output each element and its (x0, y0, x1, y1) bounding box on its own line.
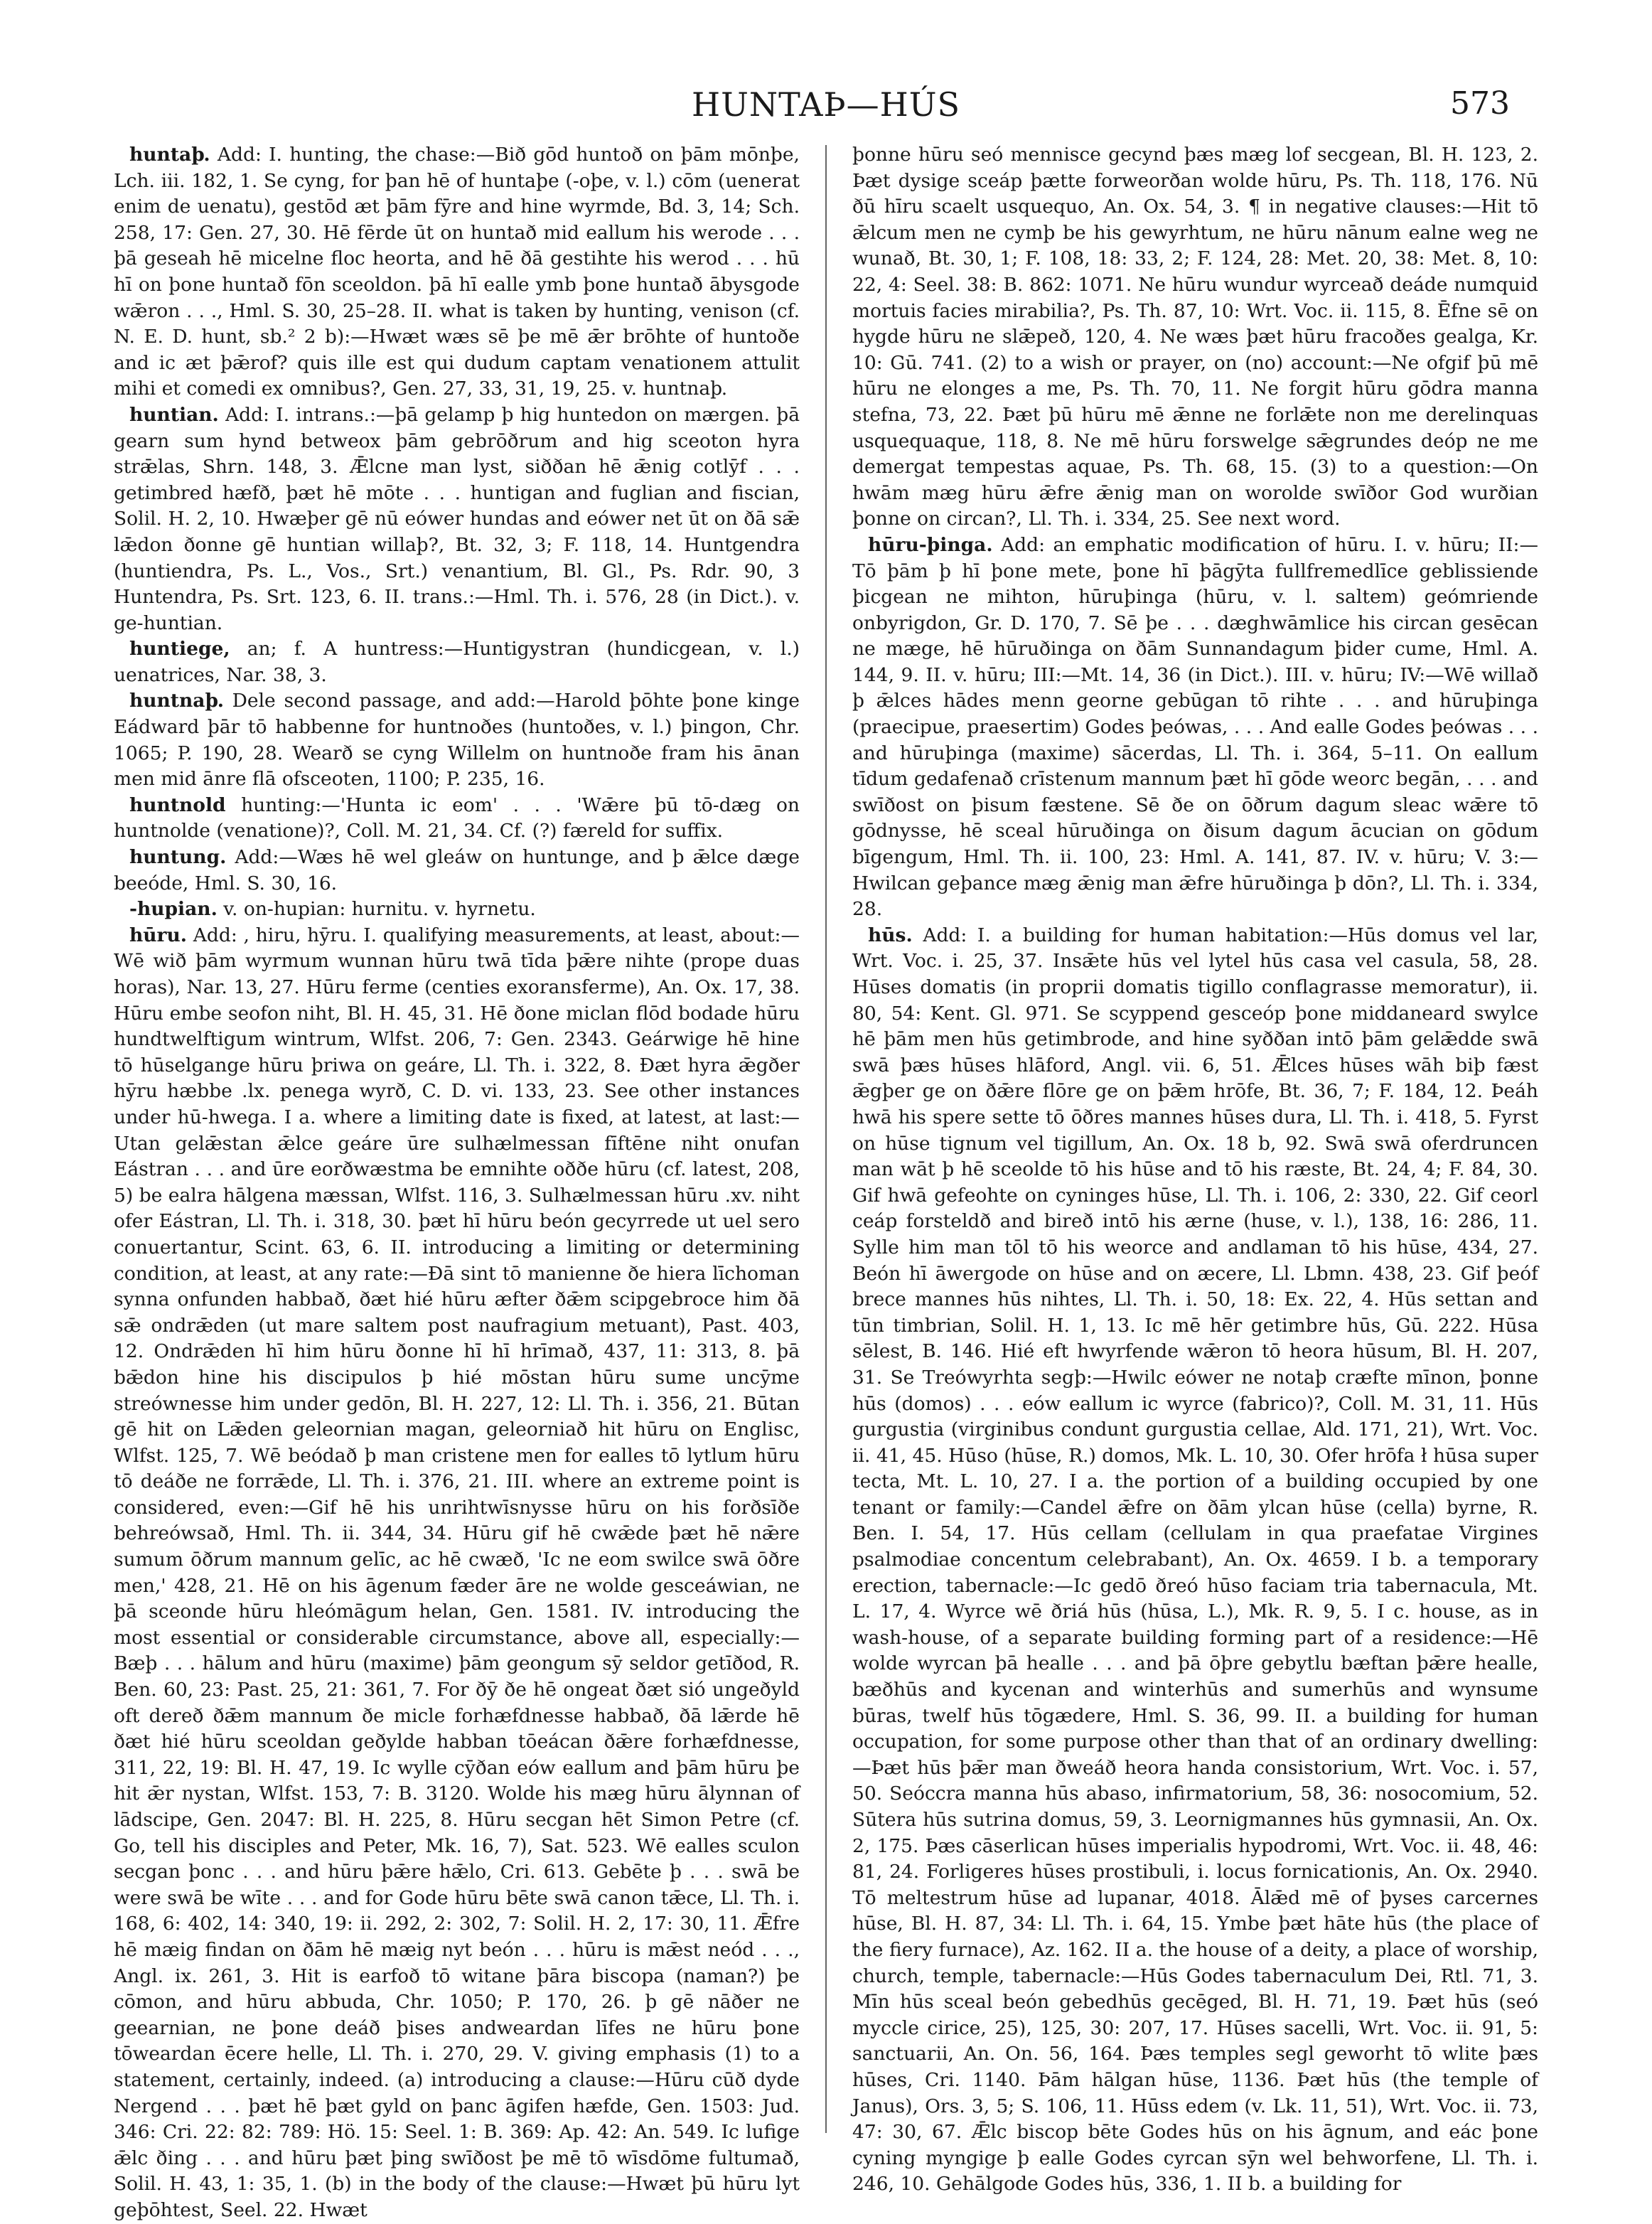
entry-text: þonne hūru seó mennisce gecynd þæs mæg lof secgean, Bl. H. 123, 2. Þæt dysige sceáp þætte forweorðan wolde hūru, Ps. Th. 118, 176. Nū ðū hīru scaelt usquequo, An. Ox. 54, 3. ¶ in negative clauses:—Hit tō ǣlcum men ne cymþ be his gewyrhtum, ne hūru nānum ealne weg ne wunað, Bt. 30, 1; F. 108, 18: 33, 2; F. 124, 28: Met. 20, 38: Met. 8, 10: 22, 4: Seel. 38: B. 862: 1071. Ne hūru wundur wyrceað deáde numquid mortuis facies mirabilia?, Ps. Th. 87, 10: Wrt. Voc. ii. 115, 8. Ēfne sē on hygde hūru ne slǣpeð, 120, 4. Ne wæs þæt hūru fracoðes gealga, Kr. 10: Gū. 741. (2) to a wish or prayer, on (no) account:—Ne ofgif þū mē hūru ne elonges a me, Ps. Th. 70, 11. Ne forgit hūru gōdra manna stefna, 73, 22. Þæt þū hūru mē ǣnne ne forlǣte non me derelinquas usquequaque, 118, 8. Ne mē hūru forswelge sǣgrundes deóp ne me demergat tempestas aquae, Ps. Th. 68, 15. (3) to a question:—On hwām mæg hūru ǣfre ǣnig man on worolde swīðor God wurðian þonne on circan?, Ll. Th. i. 334, 25. See next word. (852, 144, 1538, 530)
left-column (114, 142, 800, 2221)
entry-headword: huntung. (129, 846, 227, 869)
entry-text: hunting:—'Hunta ic eom' . . . 'Wǣre þū tō-dæg on huntnolde (venatione)?, Coll. M. 21, 34. Cf. (?) færeld for suffix. (114, 793, 800, 843)
page-header (114, 80, 1538, 129)
dictionary-entry (114, 688, 800, 792)
entry-text: Add:—Wæs hē wel gleáw on huntunge, and þ ǣlce dæge beeóde, Hml. S. 30, 16. (114, 846, 800, 894)
dictionary-entry (114, 923, 800, 2224)
dictionary-entry (852, 533, 1538, 923)
entry-headword: huntaþ. (129, 144, 210, 166)
entry-headword: huntnold (129, 793, 226, 816)
dictionary-entry (114, 897, 800, 923)
dictionary-entry (852, 142, 1538, 533)
entry-headword: huntiege, (129, 638, 230, 661)
entry-headword: huntnaþ. (129, 690, 224, 712)
entry-headword: huntian. (129, 403, 219, 426)
dictionary-entry (114, 636, 800, 688)
running-head: HUNTAÞ—HÚS (692, 85, 960, 124)
entry-headword: -hupian. (129, 898, 218, 921)
entry-text: Dele second passage, and add:—Harold þōhte þone kinge Eádward þār tō habbenne for huntnoðes (huntoðes, v. l.) þingon, Chr. 1065; P. 190, 28. Wearð se cyng Willelm on huntnoðe fram his ānan men mid ānre flā ofsceoten, 1100; P. 235, 16. (114, 690, 800, 791)
column-divider (825, 145, 827, 2133)
entry-headword: hūru. (129, 924, 187, 946)
entry-text: Add: , hiru, hȳru. I. qualifying measurements, at least, about:—Wē wið þām wyrmum wunnan hūru twā tīda þǣre nihte (prope duas horas), Nar. 13, 27. Hūru ferme (centies exoransferme), An. Ox. 17, 38. Hūru embe seofon niht, Bl. H. 45, 31. Hē ðone miclan flōd bodade hūru hundtwelftigum wintrum, Wlfst. 206, 7: Gen. 2343. Geárwige hē hine tō hūselgange hūru þriwa on geáre, Ll. Th. i. 322, 8. Ðæt hyra ǣgðer hȳru hæbbe .lx. penega wyrð, C. D. vi. 133, 23. See other instances under hū-hwega. I a. where a limiting date is fixed, at latest, at last:—Utan gelǣstan ǣlce geáre ūre sulhælmessan fīftēne niht onufan Eástran . . . and ūre eorðwæstma be emnihte oððe hūru (cf. latest, 208, 5) be ealra hālgena mæssan, Wlfst. 116, 3. Sulhælmessan hūru .xv. niht ofer Eástran, Ll. Th. i. 318, 30. þæt hī hūru beón gecyrrede ut uel sero conuertantur, Scint. 63, 6. II. introducing a limiting or determining condition, at least, at any rate:—Ðā sint tō manienne ðe hiera līchoman synna onfunden habbað, ðæt hié hūru æfter ðǣm scipgebroce him ðā sǣ ondrǣden (ut mare saltem post naufragium metuant), Past. 403, 12. Ondrǣden hī him hūru ðonne hī hī hrīmað, 437, 11: 313, 8. þā bǣdon hine his discipulos þ hié mōstan hūru sume uncȳme streównesse him under gedōn, Bl. H. 227, 12: Ll. Th. i. 356, 21. Būtan gē hit on Lǣden geleornian magan, geleorniað hit hūru on Englisc, Wlfst. 125, 7. Wē beódað þ man cristene men for ealles tō lytlum hūru tō deáðe ne forrǣde, Ll. Th. i. 376, 21. III. where an extreme point is considered, even:—Gif hē his unrihtwīsnysse hūru on his forðsīðe behreówsað, Hml. Th. ii. 344, 34. Hūru gif hē cwǣde þæt hē nǣre sumum ōðrum mannum gelīc, ac hē cwæð, 'Ic ne eom swilce swā ōðre men,' 428, 21. Hē on his āgenum fæder āre ne wolde gesceáwian, ne þā sceonde hūru hleómāgum helan, Gen. 1581. IV. introducing the most essential or considerable circumstance, above all, especially:—Bæþ . . . hālum and hūru (maxime) þām geongum sȳ seldor getīðod, R. Ben. 60, 23: Past. 25, 21: 361, 7. For ðȳ ðe hē ongeat ðæt sió ungeðyld oft dereð ðǣm mannum ðe micle forhæfdnesse habbað, ðā lǣrde hē ðæt hié hūru sceoldan geðylde habban tōeácan ðǣre forhæfdnesse, 311, 22, 19: Bl. H. 47, 19. Ic wylle cȳðan eów eallum and þām hūru þe hit ǣr nystan, Wlfst. 153, 7: B. 3120. Wolde his mæg hūru ālynnan of lādscipe, Gen. 2047: Bl. H. 225, 8. Hūru secgan hēt Simon Petre (cf. Go, tell his disciples and Peter, Mk. 16, 7), Sat. 523. Wē ealles sculon secgan þonc . . . and hūru þǣre hǣlo, Cri. 613. Gebēte þ . . . swā be were swā be wīte . . . and for Gode hūru bēte swā canon tǣce, Ll. Th. i. 168, 6: 402, 14: 340, 19: ii. 292, 2: 302, 7: Solil. H. 2, 17: 30, 11. Ǣfre hē mæig findan on ðām hē mæig nyt beón . . . hūru is mǣst neód . . ., Angl. ix. 261, 3. Hit is earfoð tō witane þāra biscopa (naman?) þe cōmon, and hūru abbuda, Chr. 1050; P. 170, 26. þ gē nāðer ne geearnian, ne þone deáð þises andweardan līfes ne hūru þone tōweardan ēcere helle, Ll. Th. i. 270, 29. V. giving emphasis (1) to a statement, certainly, indeed. (a) introducing a clause:—Hūru cūð dyde Nergend . . . þæt hē þæt gyld on þanc āgifen hæfde, Gen. 1503: Jud. 346: Cri. 22: 82: 789: Hö. 15: Seel. 1: B. 369: Ap. 42: An. 549. Ic lufige ǣlc ðing . . . and hūru þæt þing swīðost þe mē tō wīsdōme fultumað, Solil. H. 43, 1: 35, 1. (b) in the body of the clause:—Hwæt þū hūru lyt geþōhtest, Seel. 22. Hwæt (114, 924, 800, 2221)
entry-headword: hūru-þinga. (868, 533, 993, 556)
entry-text: v. on-hupian: hurnitu. v. hyrnetu. (223, 898, 536, 921)
right-column (852, 142, 1538, 2196)
dictionary-entry (114, 845, 800, 897)
entry-text: Add: I. intrans.:—þā gelamp þ hig huntedon on mærgen. þā gearn sum hynd betweox þām gebrōðrum and hig sceoton hyra strǣlas, Shrn. 148, 3. Ǣlcne man lyst, siððan hē ǣnig cotlȳf . . . getimbred hæfð, þæt hē mōte . . . huntigan and fuglian and fiscian, Solil. H. 2, 10. Hwæþer gē nū eówer hundas and eówer net ūt on ðā sǣ lǣdon ðonne gē huntian willaþ?, Bt. 32, 3; F. 118, 14. Huntgendra (huntiendra, Ps. L., Vos., Srt.) venantium, Bl. Gl., Ps. Rdr. 90, 3 Huntendra, Ps. Srt. 123, 6. II. trans.:—Hml. Th. i. 576, 28 (in Dict.). v. ge-huntian. (114, 403, 800, 634)
dictionary-entry (852, 923, 1538, 2198)
entry-text: Add: I. a building for human habitation:—Hūs domus vel lar, Wrt. Voc. i. 25, 37. Insǣte hūs vel lytel hūs casa vel casula, 58, 28. Hūses domatis (in proprii domatis tigillo conflagrasse memoratur), ii. 80, 54: Kent. Gl. 971. Se scyppend gesceóp þone middaneard swylce hē þām men hūs getimbrode, and hine syððan intō þām gelǣdde swā swā þæs hūses hlāford, Angl. vii. 6, 51. Ǣlces hūses wāh biþ fæst ǣgþer ge on ðǣre flōre ge on þǣm hrōfe, Bt. 36, 7; F. 184, 12. Þeáh hwā his spere sette tō ōðres mannes hūses dura, Ll. Th. i. 418, 5. Fyrst on hūse tignum vel tigillum, An. Ox. 18 b, 92. Swā swā oferdruncen man wāt þ hē sceolde tō his hūse and tō his ræste, Bt. 24, 4; F. 84, 30. Gif hwā gefeohte on cyninges hūse, Ll. Th. i. 106, 2: 330, 22. Gif ceorl ceáp forsteldð and bireð intō his ærne (huse, v. l.), 138, 16: 286, 11. Sylle him man tōl tō his weorce and andlaman tō his hūse, 434, 27. Beón hī āwergode on hūse and on æcere, Ll. Lbmn. 438, 23. Gif þeóf brece mannes hūs nihtes, Ll. Th. i. 50, 18: Ex. 22, 4. Hūs settan and tūn timbrian, Solil. H. 1, 13. Ic mē hēr getimbre hūs, Gū. 222. Hūsa sēlest, B. 146. Hié eft hwyrfende wǣron tō heora hūsum, Bl. H. 207, 31. Se Treówyrhta segþ:—Hwilc eówer ne notaþ cræfte mīnon, þonne hūs (domos) . . . eów eallum ic wyrce (fabrico)?, Coll. M. 31, 11. Hūs gurgustia (virginibus condunt gurgustia cellae, Ald. 171, 21), Wrt. Voc. ii. 41, 45. Hūso (hūse, R.) domos, Mk. L. 10, 30. Ofer hrōfa ł hūsa super tecta, Mt. L. 10, 27. I a. the portion of a building occupied by one tenant or family:—Candel ǣfre on ðām ylcan hūse (cella) byrne, R. Ben. I. 54, 17. Hūs cellam (cellulam in qua praefatae Virgines psalmodiae concentum celebrabant), An. Ox. 4659. I b. a temporary erection, tabernacle:—Ic gedō ðreó hūso faciam tria tabernacula, Mt. L. 17, 4. Wyrce wē ðriá hūs (hūsa, L.), Mk. R. 9, 5. I c. house, as in wash-house, of a separate building forming part of a residence:—Hē wolde wyrcan þā healle . . . and þā ōþre gebytlu bæftan þǣre healle, bæðhūs and kycenan and winterhūs and sumerhūs and wynsume būras, twelf hūs tōgædere, Hml. S. 36, 99. II. a building for human occupation, for some purpose other than that of an ordinary dwelling:—Þæt hūs þǣr man ðweáð heora handa consistorium, Wrt. Voc. i. 57, 50. Seóccra manna hūs abaso, infirmatorium, 58, 36: nosocomium, 52. Sūtera hūs sutrina domus, 59, 3. Leornigmannes hūs gymnasii, An. Ox. 2, 175. Þæs cāserlican hūses imperialis hypodromi, Wrt. Voc. ii. 48, 46: 81, 24. Forligeres hūses prostibuli, i. locus fornicationis, An. Ox. 2940. Tō meltestrum hūse ad lupanar, 4018. Ālǣd mē of þyses carcernes hūse, Bl. H. 87, 34: Ll. Th. i. 64, 15. Ymbe þæt hāte hūs (the place of the fiery furnace), Az. 162. II a. the house of a deity, a place of worship, church, temple, tabernacle:—Hūs Godes tabernaculum Dei, Rtl. 71, 3. Mīn hūs sceal beón gebedhūs gecēged, Bl. H. 71, 19. Þæt hūs (seó myccle cirice, 25), 125, 30: 207, 17. Hūses sacelli, Wrt. Voc. ii. 91, 5: sanctuarii, An. On. 56, 164. Þæs temples segl geworht tō wlite þæs hūses, Cri. 1140. Þām hālgan hūse, 1136. Þæt hūs (the temple of Janus), Ors. 3, 5; S. 106, 11. Hūss edem (v. Lk. 11, 51), Wrt. Voc. ii. 73, 47: 30, 67. Ǣlc biscop bēte Godes hūs on his āgnum, and eác þone cyning myngige þ ealle Godes cyrcan sȳn wel behworfene, Ll. Th. i. 246, 10. Gehālgode Godes hūs, 336, 1. II b. a building for (852, 924, 1538, 2196)
dictionary-entry (114, 142, 800, 402)
page-number: 573 (1450, 85, 1510, 122)
entry-text: Add: an emphatic modification of hūru. I. v. hūru; II:—Tō þām þ hī þone mete, þone hī þāgȳta fullfremedlīce geblissiende þicgean ne mihton, hūruþinga (hūru, v. l. saltem) geómriende onbyrigdon, Gr. D. 170, 7. Sē þe . . . dæghwāmlice his circan gesēcan ne mæge, hē hūruðinga on ðām Sunnandagum þider cume, Hml. A. 144, 9. II. v. hūru; III:—Mt. 14, 36 (in Dict.). III. v. hūru; IV:—Wē willað þ ǣlces hādes menn georne gebūgan tō rihte . . . and hūruþinga (praecipue, praesertim) Godes þeówas, . . . And ealle Godes þeówas . . . and hūruþinga (maxime) sācerdas, Ll. Th. i. 364, 5–11. On eallum tīdum gedafenað crīstenum mannum þæt hī gōde weorc begān, . . . and swīðost on þisum fæstene. Sē ðe on ōðrum dagum sleac wǣre tō gōdnysse, hē sceal hūruðinga on ðisum dagum ācucian on gōdum bīgengum, Hml. Th. ii. 100, 23: Hml. A. 141, 87. IV. v. hūru; V. 3:—Hwilcan geþance mæg ǣnig man ǣfre hūruðinga þ dōn?, Ll. Th. i. 334, 28. (852, 533, 1538, 921)
entry-text: an; f. A huntress:—Huntigystran (hundicgean, v. l.) uenatrices, Nar. 38, 3. (114, 638, 800, 686)
dictionary-entry (114, 793, 800, 845)
entry-headword: hūs. (868, 924, 913, 946)
entry-text: Add: I. hunting, the chase:—Bið gōd huntoð on þām mōnþe, Lch. iii. 182, 1. Se cyng, for þan hē of huntaþe (-oþe, v. l.) cōm (uenerat enim de uenatu), gestōd æt þām fȳre and hine wyrmde, Bd. 3, 14; Sch. 258, 17: Gen. 27, 30. Hē fērde ūt on huntað mid eallum his werode . . . þā geseah hē micelne floc heorta, and hē ðā gestihte his werod . . . hū hī on þone huntað fōn sceoldon. þā hī ealle ymb þone huntað ābysgode wǣron . . ., Hml. S. 30, 25–28. II. what is taken by hunting, venison (cf. N. E. D. hunt, sb.² 2 b):—Hwæt wæs sē þe mē ǣr brōhte of huntoðe and ic æt þǣrof? quis ille est qui dudum captam venationem attulit mihi et comedi ex omnibus?, Gen. 27, 33, 31, 19, 25. v. huntnaþ. (114, 144, 800, 400)
dictionary-entry (114, 402, 800, 636)
text-columns (114, 142, 1538, 2221)
